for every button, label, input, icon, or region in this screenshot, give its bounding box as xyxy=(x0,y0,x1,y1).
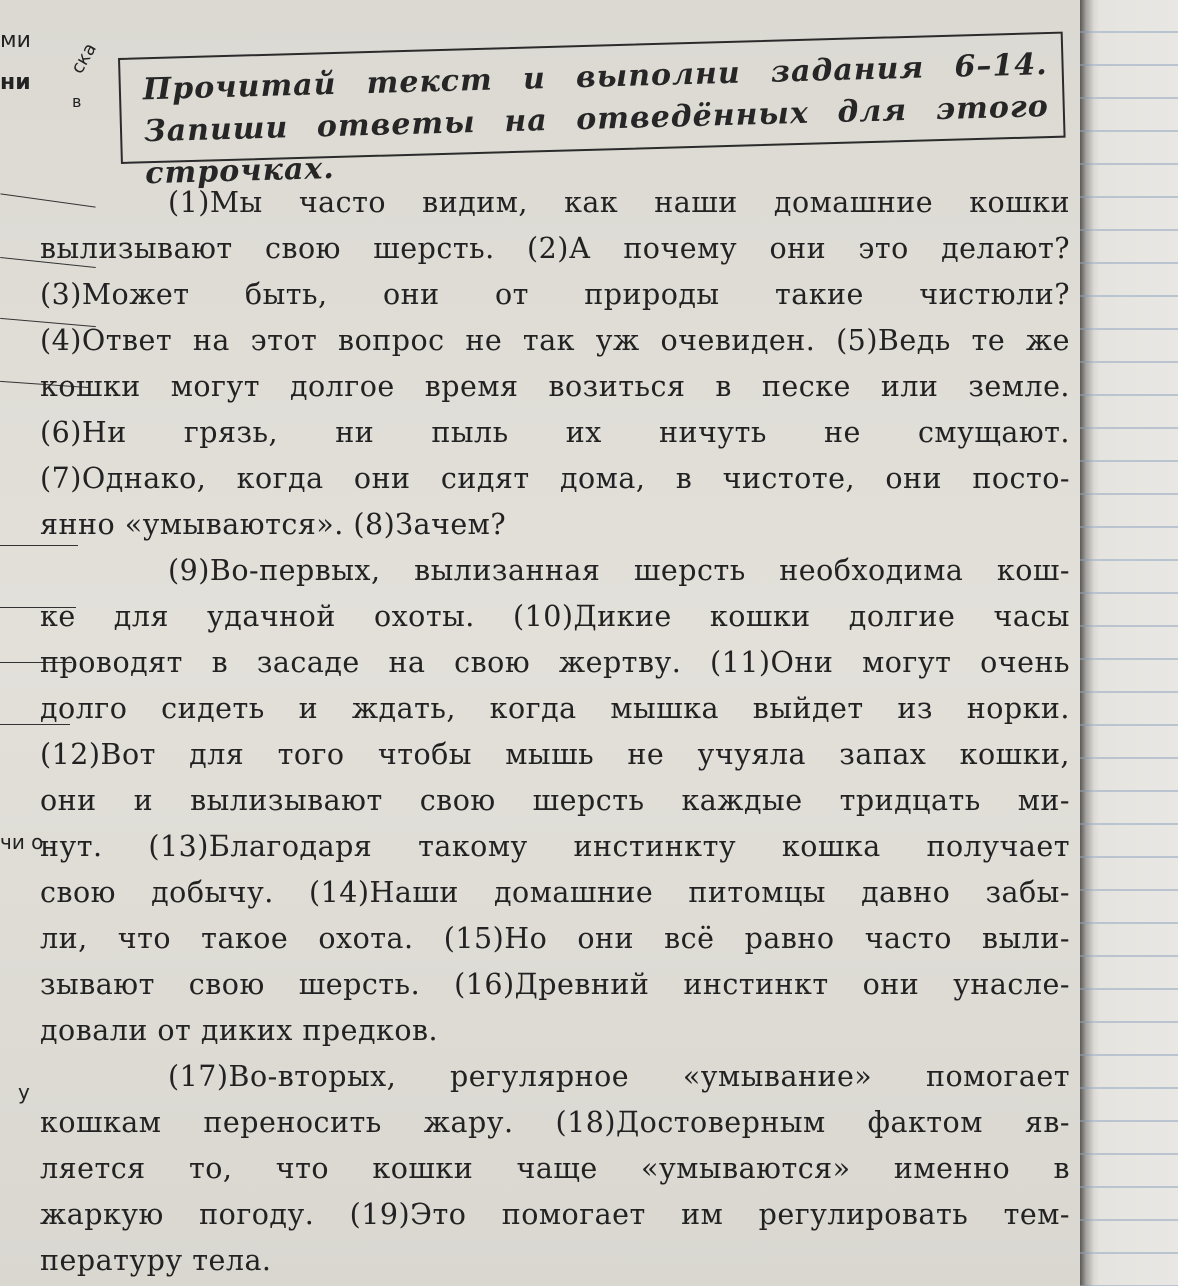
paragraph-3 xyxy=(40,1054,1070,1284)
paragraph-2 xyxy=(40,548,1070,1054)
paragraph-1 xyxy=(40,180,1070,548)
text-line: свою добычу. (14)Наши домашние питомцы давно забы- xyxy=(40,876,1070,909)
text-line: (3)Может быть, они от природы такие чистюли? xyxy=(40,278,1070,311)
text-line: (9)Во-первых, вылизанная шерсть необходима кош- xyxy=(168,554,1070,587)
text-line: вылизывают свою шерсть. (2)А почему они это делают? xyxy=(40,232,1070,265)
text-line: (12)Вот для того чтобы мышь не учуяла запах кошки, xyxy=(40,738,1070,771)
text-line: ли, что такое охота. (15)Но они всё равно часто выли- xyxy=(40,922,1070,955)
text-line: нут. (13)Благодаря такому инстинкту кошка получает xyxy=(40,830,1070,863)
text-line: (6)Ни грязь, ни пыль их ничуть не смущают. xyxy=(40,416,1070,449)
fragment-text: ска xyxy=(66,39,101,78)
text-line: зывают свою шерсть. (16)Древний инстинкт они унасле- xyxy=(40,968,1070,1001)
fragment-text: чи о xyxy=(0,830,44,854)
text-line: проводят в засаде на свою жертву. (11)Они могут очень xyxy=(40,646,1070,679)
text-line: ляется то, что кошки чаще «умываются» именно в xyxy=(40,1152,1070,1185)
fragment-text: ни xyxy=(0,70,31,95)
text-line: они и вылизывают свою шерсть каждые тридцать ми- xyxy=(40,784,1070,817)
text-line: кошкам переносить жару. (18)Достоверным фактом яв- xyxy=(40,1106,1070,1139)
text-line: кошки могут долгое время возиться в песке или земле. xyxy=(40,370,1070,403)
adjacent-notebook-page xyxy=(1080,0,1178,1286)
text-line: пературу тела. xyxy=(40,1244,272,1277)
text-line: (17)Во-вторых, регулярное «умывание» помогает xyxy=(168,1060,1070,1093)
text-line: янно «умываются». (8)Зачем? xyxy=(40,508,507,541)
text-line: довали от диких предков. xyxy=(40,1014,439,1047)
text-line: жаркую погоду. (19)Это помогает им регулировать тем- xyxy=(40,1198,1070,1231)
text-line: (7)Однако, когда они сидят дома, в чистоте, они посто- xyxy=(40,462,1070,495)
fragment-text: ми xyxy=(0,28,31,53)
task-instruction: Прочитай текст и выполни задания 6–14. Запиши ответы на отведённых для этого строчках. xyxy=(142,47,1050,192)
text-line: (1)Мы часто видим, как наши домашние кошки xyxy=(168,186,1070,219)
reading-text xyxy=(40,180,1070,1284)
fragment-text: в xyxy=(72,92,82,111)
text-line: ке для удачной охоты. (10)Дикие кошки долгие часы xyxy=(40,600,1070,633)
text-line: (4)Ответ на этот вопрос не так уж очевиден. (5)Ведь те же xyxy=(40,324,1070,357)
text-line: долго сидеть и ждать, когда мышка выйдет из норки. xyxy=(40,692,1070,725)
fragment-text: у xyxy=(18,1080,30,1104)
